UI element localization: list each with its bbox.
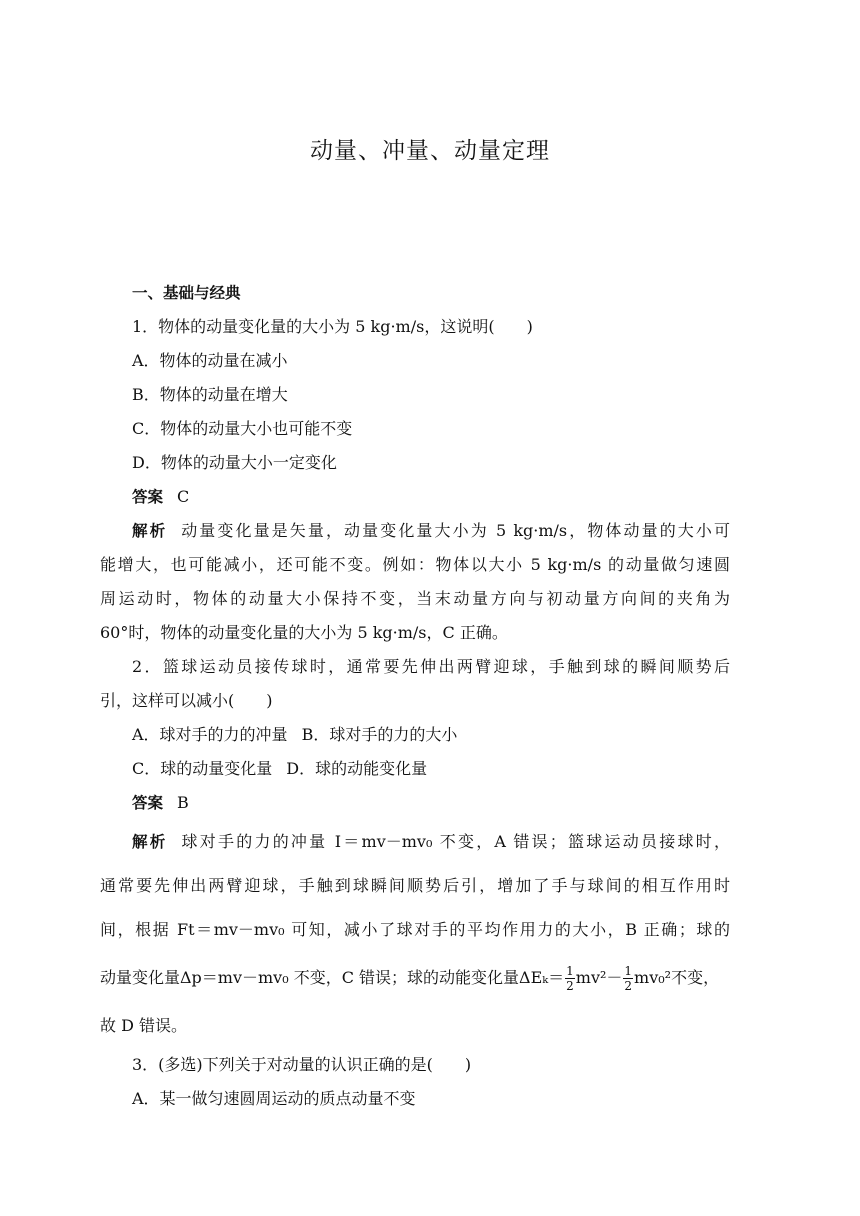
page-title: 动量、冲量、动量定理 (310, 138, 550, 164)
section-heading: 一、基础与经典 (132, 284, 241, 302)
question-2-analysis-line: 通常要先伸出两臂迎球，手触到球瞬间顺势后引，增加了手与球间的相互作用时 (100, 876, 730, 895)
question-1-answer (132, 480, 730, 514)
question-2-option-b: B．球对手的力的大小 (301, 725, 458, 744)
fraction-half: $\frac{1}{2}$ (624, 964, 633, 993)
question-3-stem: 3．(多选)下列关于对动量的认识正确的是( ) (132, 1055, 472, 1074)
question-1-stem: 1．物体的动量变化量的大小为 5 kg·m/s，这说明( ) (132, 317, 533, 336)
question-1-option-d: D．物体的动量大小一定变化 (132, 453, 337, 472)
answer-value: C (177, 487, 190, 506)
question-1-analysis-line: 60°时，物体的动量变化量的大小为 5 kg·m/s，C 正确。 (100, 623, 508, 642)
question-2-option-d: D．球的动能变化量 (286, 759, 428, 778)
question-2-stem: 2．篮球运动员接传球时，通常要先伸出两臂迎球，手触到球的瞬间顺势后 (132, 657, 730, 676)
analysis-label: 解析 (132, 522, 168, 540)
question-1-option-b: B．物体的动量在增大 (132, 385, 288, 404)
analysis-label: 解析 (132, 833, 168, 851)
question-2-option-a: A．球对手的力的冲量 (132, 725, 288, 744)
question-3-option-a: A．某一做匀速圆周运动的质点动量不变 (132, 1089, 416, 1108)
question-2-options-ab (132, 718, 730, 752)
answer-label: 答案 (132, 794, 164, 812)
question-1-analysis-line: 能增大，也可能减小，还可能不变。例如：物体以大小 5 kg·m/s 的动量做匀速圆 (100, 555, 730, 574)
question-2-answer (132, 786, 730, 820)
question-1-option-c: C．物体的动量大小也可能不变 (132, 419, 353, 438)
question-2-option-c: C．球的动量变化量 (132, 759, 273, 778)
question-1-option-a: A．物体的动量在减小 (132, 351, 288, 370)
question-2-stem-cont: 引，这样可以减小( ) (100, 691, 273, 710)
answer-value: B (177, 793, 189, 812)
question-2-analysis-line: 动量变化量Δp＝mv－mv₀ 不变，C 错误；球的动能变化量ΔEₖ＝ $\frac{1}{2}$ mv²－ $\frac{1}{2}$ mv₀²不变， (100, 964, 720, 993)
question-2-analysis-line: 解析 球对手的力的冲量 I＝mv－mv₀ 不变，A 错误；篮球运动员接球时， (132, 832, 730, 851)
fraction-half: $\frac{1}{2}$ (566, 964, 574, 993)
question-1-analysis-line: 解析 动量变化量是矢量，动量变化量大小为 5 kg·m/s，物体动量的大小可 (132, 521, 730, 540)
question-2-options-cd (132, 752, 730, 786)
document-body (100, 276, 730, 1116)
question-2-analysis-line: 故 D 错误。 (100, 1016, 188, 1035)
question-1-analysis-line: 周运动时，物体的动量大小保持不变，当末动量方向与初动量方向间的夹角为 (100, 589, 730, 608)
answer-label: 答案 (132, 488, 164, 506)
question-2-analysis-line: 间，根据 Ft＝mv－mv₀ 可知，减小了球对手的平均作用力的大小，B 正确；球的 (100, 920, 730, 939)
